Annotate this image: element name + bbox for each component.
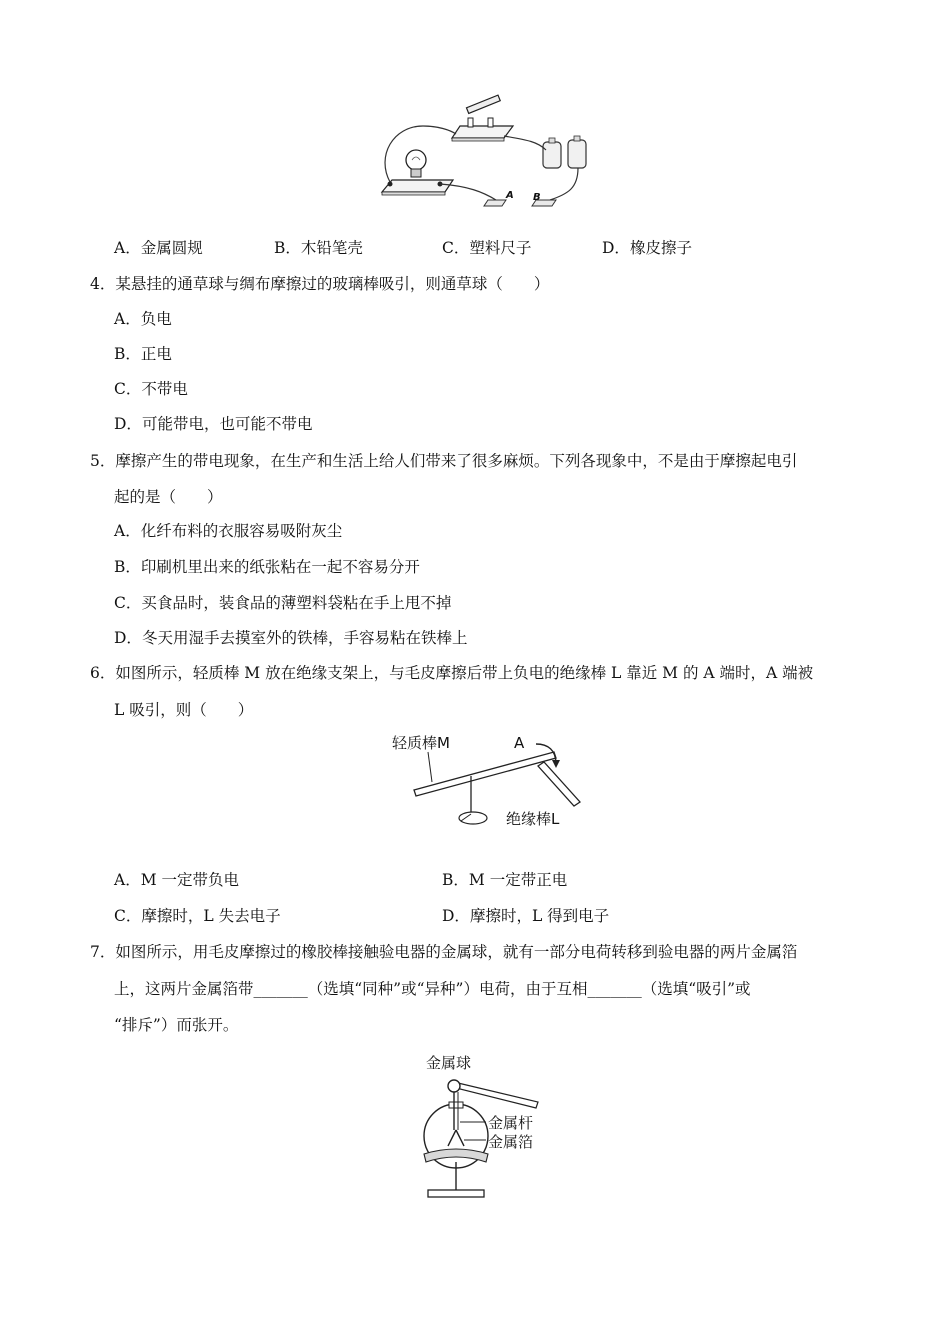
rod-l-label: 绝缘棒L [506, 810, 560, 828]
q5-option-b[interactable]: B．印刷机里出来的纸张粘在一起不容易分开 [114, 558, 420, 576]
q4-stem [90, 274, 549, 294]
clip-b-label: B [533, 192, 541, 203]
q4-option-d[interactable]: D．可能带电，也可能不带电 [114, 415, 313, 433]
q4-option-c[interactable]: C．不带电 [114, 380, 188, 398]
q6-option-a[interactable]: A．M 一定带负电 [114, 871, 240, 889]
q6-option-c[interactable]: C．摩擦时，L 失去电子 [114, 907, 281, 925]
rod-l [538, 762, 580, 806]
rubber-rod [456, 1083, 538, 1108]
q5-stem-line1: 摩擦产生的带电现象，在生产和生活上给人们带来了很多麻烦。下列各现象中，不是由于摩擦起电引 [115, 452, 798, 470]
q5-option-a[interactable]: A．化纤布料的衣服容易吸附灰尘 [114, 522, 343, 540]
rod-m [414, 752, 556, 796]
switch-blade [466, 95, 500, 113]
clip-a-label: A [506, 190, 514, 201]
lamp-base [382, 180, 453, 192]
q4-option-a[interactable]: A．负电 [114, 310, 172, 328]
q6-stem-line2: L 吸引，则（ ） [114, 701, 254, 719]
q7-stem [90, 942, 797, 962]
q3-option-d[interactable]: D．橡皮擦子 [602, 239, 692, 257]
q5-stem-line2: 起的是（ ） [114, 488, 223, 506]
q6-option-b[interactable]: B．M 一定带正电 [442, 871, 568, 889]
metal-ball [448, 1080, 460, 1092]
q6-stem-line1: 如图所示，轻质棒 M 放在绝缘支架上，与毛皮摩擦后带上负电的绝缘棒 L 靠近 M 的 A 端时，A 端被 [115, 664, 814, 682]
q6-number: 6． [90, 664, 116, 682]
q4-option-b[interactable]: B．正电 [114, 345, 172, 363]
q4-number: 4． [90, 275, 116, 293]
metal-rod-label: 金属杆 [488, 1114, 534, 1132]
q7-stem-line1: 如图所示，用毛皮摩擦过的橡胶棒接触验电器的金属球，就有一部分电荷转移到验电器的两片金属箔 [115, 943, 798, 961]
battery-pack [543, 136, 586, 168]
q7-stem-line3: “排斥”）而张开。 [114, 1016, 239, 1034]
stand-base [459, 812, 487, 824]
bulb-icon [406, 150, 426, 177]
q3-option-b[interactable]: B．木铅笔壳 [274, 239, 363, 257]
metal-foil-label: 金属箔 [488, 1133, 534, 1151]
electroscope-figure [414, 1050, 564, 1205]
q5-option-d[interactable]: D．冬天用湿手去摸室外的铁棒，手容易粘在铁棒上 [114, 629, 468, 647]
q5-number: 5． [90, 452, 116, 470]
q5-option-c[interactable]: C．买食品时，装食品的薄塑料袋粘在手上甩不掉 [114, 594, 452, 612]
q6-option-d[interactable]: D．摩擦时，L 得到电子 [442, 907, 610, 925]
q7-number: 7． [90, 943, 116, 961]
end-a-label: A [514, 734, 525, 752]
q5-stem [90, 451, 797, 471]
q6-stem [90, 663, 813, 683]
q3-option-c[interactable]: C．塑料尺子 [442, 239, 532, 257]
metal-ball-label: 金属球 [426, 1054, 472, 1072]
rod-figure [388, 730, 598, 835]
circuit-figure [378, 96, 608, 216]
clip-a [484, 200, 506, 206]
q7-stem-line2: 上，这两片金属箔带_______（选填“同种”或“异种”）电荷，由于互相_______（选填“吸引”或 [114, 980, 751, 998]
rod-m-label: 轻质棒M [392, 734, 450, 752]
switch-base [452, 126, 513, 138]
q3-option-a[interactable]: A．金属圆规 [114, 239, 203, 257]
q4-stem-text: 某悬挂的通草球与绸布摩擦过的玻璃棒吸引，则通草球（ ） [115, 275, 550, 293]
